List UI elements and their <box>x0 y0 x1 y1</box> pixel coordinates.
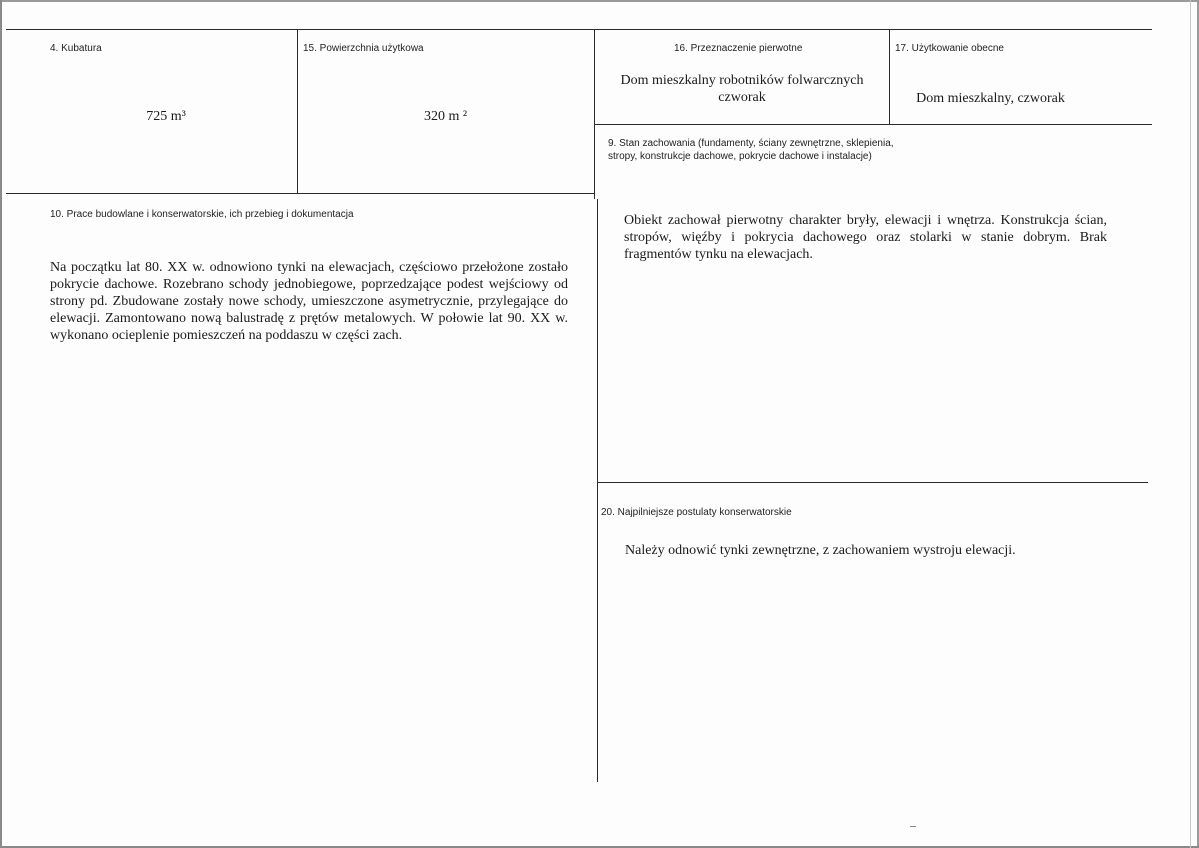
grid-col-rule-3 <box>889 29 890 125</box>
grid-row-rule-left <box>6 193 595 194</box>
uzytkowanie-value: Dom mieszkalny, czworak <box>916 91 1065 106</box>
scan-edge-left <box>0 0 2 848</box>
przeznaczenie-label: 16. Przeznaczenie pierwotne <box>674 43 803 54</box>
powierzchnia-value: 320 m ² <box>423 109 468 124</box>
scan-edge-right-inner <box>1190 0 1191 848</box>
scan-edge-top <box>0 0 1199 2</box>
grid-col-rule-2a <box>594 29 595 199</box>
przeznaczenie-value-line1: Dom mieszkalny robotników folwarcznych <box>620 73 864 88</box>
stan-label-line2: stropy, konstrukcje dachowe, pokrycie dachowe i instalacje) <box>608 151 872 162</box>
postulaty-value: Należy odnowić tynki zewnętrzne, z zachowaniem wystroju elewacji. <box>625 543 1016 558</box>
kubatura-label: 4. Kubatura <box>50 43 102 54</box>
scan-speck <box>910 826 916 827</box>
kubatura-value: 725 m³ <box>146 109 186 124</box>
powierzchnia-label: 15. Powierzchnia użytkowa <box>303 43 424 54</box>
grid-top-rule <box>6 29 1152 30</box>
uzytkowanie-label: 17. Użytkowanie obecne <box>895 43 1004 54</box>
stan-value: Obiekt zachował pierwotny charakter bryły, elewacji i wnętrza. Konstrukcja ścian, stropów, więźby i pokrycia dachowego oraz stolarki w stanie dobrym. Brak fragmentów tynku na elewacjach. <box>624 213 1107 262</box>
prace-value: Na początku lat 80. XX w. odnowiono tynki na elewacjach, częściowo przełożone zostało pokrycie dachowe. Rozebrano schody jednobiegowe, poprzedzające podest wejściowy od strony pd. Zbudowane zostały nowe schody, umieszczone asymetrycznie, przylegające do elewacji. Zamontowano nową balustradę z prętów metalowych. W połowie lat 90. XX w. wykonano ocieplenie pomieszczeń na poddaszu w części zach. <box>50 260 568 343</box>
przeznaczenie-value-line2: czworak <box>718 90 766 105</box>
postulaty-label: 20. Najpilniejsze postulaty konserwatorskie <box>601 507 792 518</box>
stan-label-line1: 9. Stan zachowania (fundamenty, ściany zewnętrzne, sklepienia, <box>608 138 894 149</box>
prace-label: 10. Prace budowlane i konserwatorskie, ich przebieg i dokumentacja <box>50 209 354 220</box>
grid-col-rule-2b <box>597 199 598 782</box>
grid-row-rule-right-top <box>595 124 1152 125</box>
grid-row-rule-right-mid <box>597 482 1148 483</box>
